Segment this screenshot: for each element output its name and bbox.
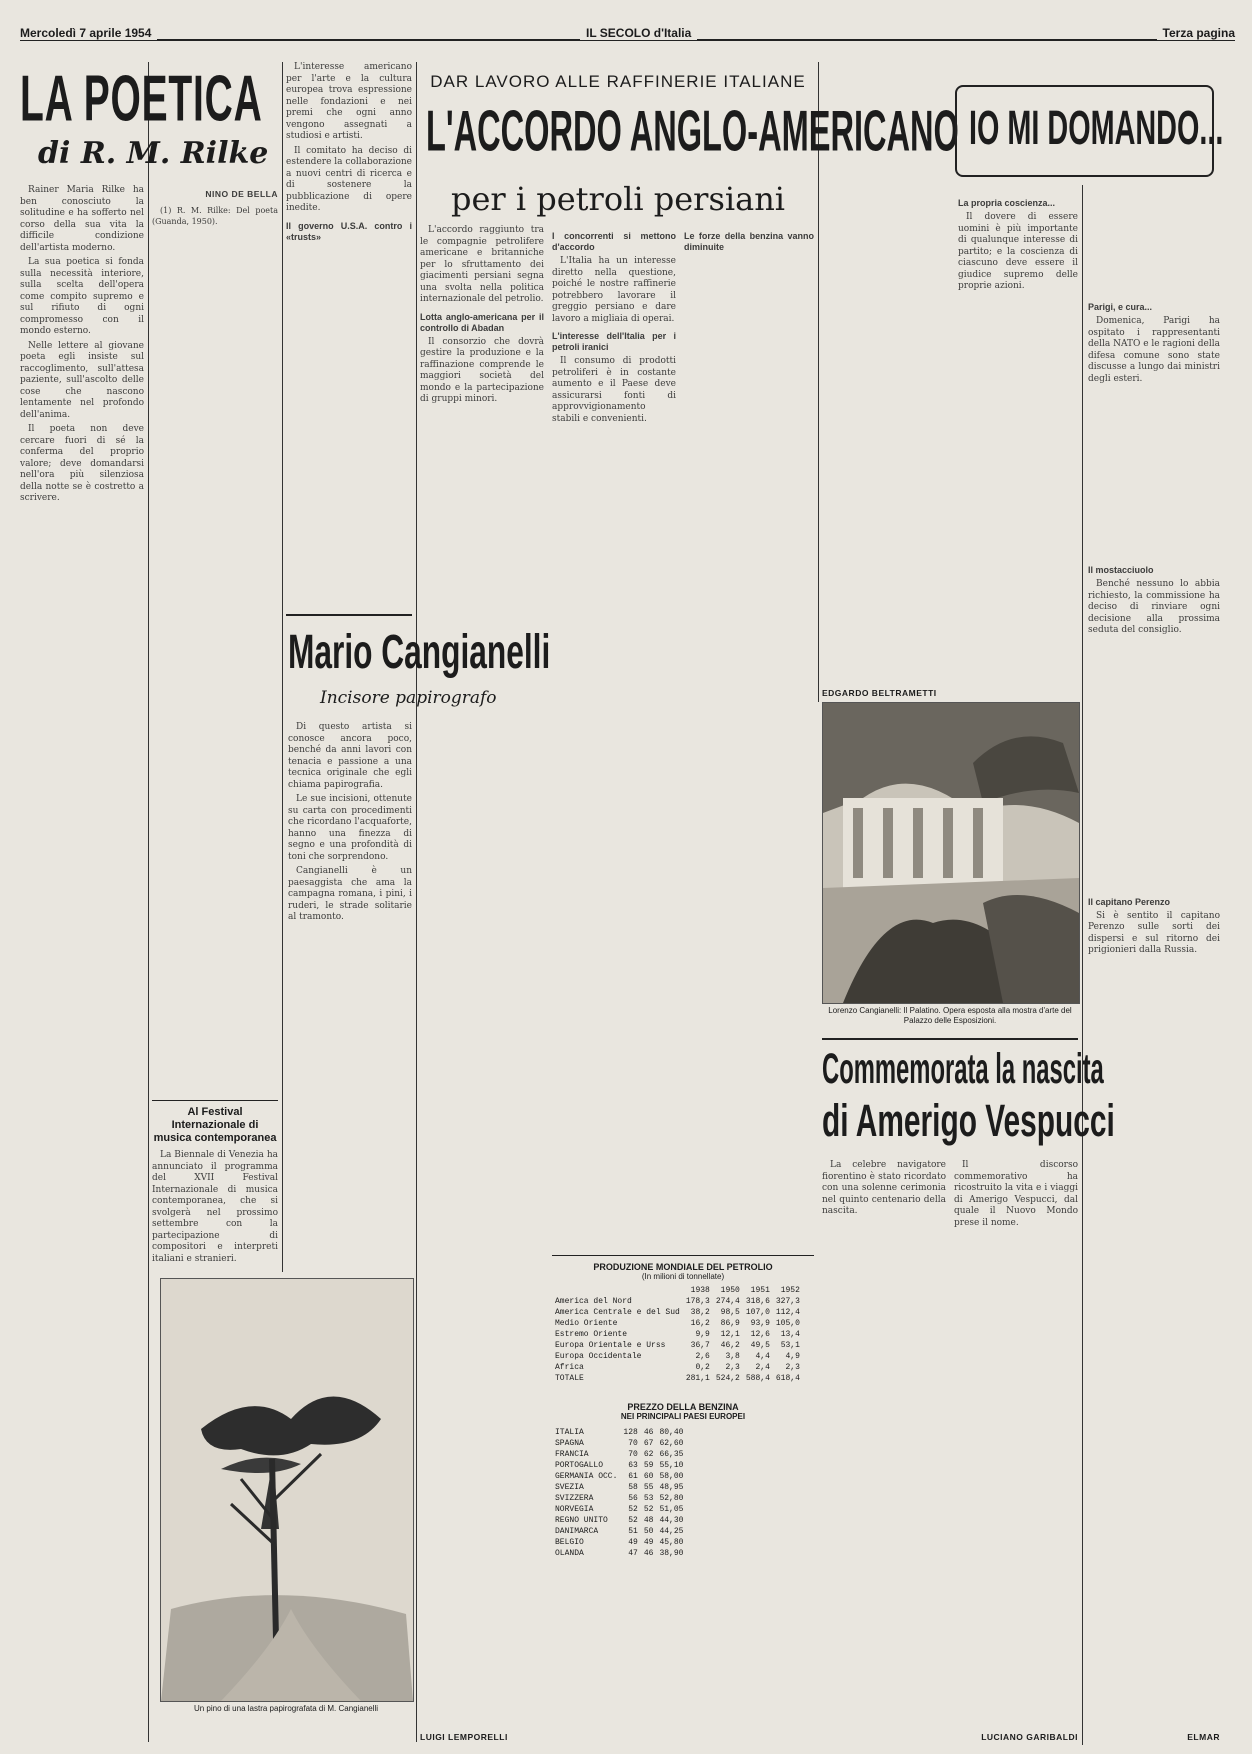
table-cell: GERMANIA OCC.: [555, 1472, 618, 1481]
table-cell: 55,10: [659, 1461, 684, 1470]
year-header: 1938: [690, 1286, 710, 1295]
year-header: 1952: [780, 1286, 800, 1295]
domando-heading: La propria coscienza...: [958, 198, 1056, 208]
table-cell: 49: [628, 1538, 638, 1547]
price-table: [552, 1427, 686, 1559]
table-cell: Europa Occidentale: [555, 1352, 642, 1361]
table-cell: 48: [643, 1516, 654, 1525]
rilke-paragraph: La sua poetica si fonda sulla necessità interiore, sulla scelta dell'opera come compito supremo e sul rifiuto di ogni compromesso con il mondo esterno.: [20, 257, 144, 336]
table-total-row: [552, 1373, 803, 1384]
table-cell: 318,6: [745, 1297, 770, 1306]
production-table-body: [552, 1296, 803, 1373]
table-cell: 50: [643, 1527, 654, 1536]
vespucci-paragraph: Il discorso commemorativo ha ricostruito la vita e i viaggi di Amerigo Vespucci, dal quale il Nuovo Mondo prese il nome.: [954, 1160, 1078, 1228]
vespucci-headline: [822, 1044, 1115, 1154]
palatine-illustration: [823, 703, 1079, 1003]
cangianelli-paragraph: Cangianelli è un paesaggista che ama la campagna romana, i pini, i ruderi, le strade solitarie al tramonto.: [288, 866, 412, 922]
domando-heading: Il mostacciuolo: [1088, 565, 1154, 575]
table-cell: 63: [628, 1461, 638, 1470]
table-cell: 70: [628, 1450, 638, 1459]
table-row: [552, 1482, 686, 1493]
dollars-paragraph: Il comitato ha deciso di estendere la collaborazione a nuovi centri di ricerca e di sostenere la pubblicazione di opere inedite.: [286, 145, 412, 213]
table-cell: 62,60: [659, 1439, 684, 1448]
table-cell: America del Nord: [555, 1297, 632, 1306]
table-row: [552, 1340, 803, 1351]
table-cell: OLANDA: [555, 1549, 584, 1558]
table-cell: 327,3: [775, 1297, 800, 1306]
table-cell: 588,4: [745, 1374, 770, 1383]
table-row: [552, 1438, 686, 1449]
rilke-headline: [20, 62, 278, 177]
price-table-body: [552, 1427, 686, 1559]
table-cell: 60: [643, 1472, 654, 1481]
table-cell: 52: [628, 1516, 638, 1525]
table-cell: 52: [628, 1505, 638, 1514]
table-cell: 2,4: [755, 1363, 770, 1372]
table-cell: DANIMARCA: [555, 1527, 599, 1536]
palatine-caption: Lorenzo Cangianelli: Il Palatino. Opera esposta alla mostra d'arte del Palazzo delle Esposizioni.: [828, 1006, 1072, 1025]
oil-kicker: DAR LAVORO ALLE RAFFINERIE ITALIANE: [430, 72, 806, 91]
table-row: [552, 1526, 686, 1537]
year-header: 1950: [720, 1286, 740, 1295]
table-cell: 80,40: [659, 1428, 684, 1437]
table-cell: 51,05: [659, 1505, 684, 1514]
table-row: [552, 1471, 686, 1482]
table-cell: Europa Orientale e Urss: [555, 1341, 666, 1350]
table-cell: 524,2: [715, 1374, 740, 1383]
table-cell: 67: [643, 1439, 654, 1448]
table-cell: ITALIA: [555, 1428, 584, 1437]
table-cell: 62: [643, 1450, 654, 1459]
table-cell: 58,00: [659, 1472, 684, 1481]
table-cell: 47: [628, 1549, 638, 1558]
domando-paragraph: Domenica, Parigi ha ospitato i rappresentanti della NATO e le ragioni della difesa comune sono state discusse a lungo dai ministri degli esteri.: [1088, 316, 1220, 384]
table-cell: 49,5: [750, 1341, 770, 1350]
table-cell: 46: [643, 1549, 654, 1558]
domando-column-2: [1088, 192, 1220, 1717]
cangianelli-paragraph: Le sue incisioni, ottenute su carta con procedimenti che ricordano l'acquaforte, hanno una finezza di segno e una profondità di toni che sorprendono.: [288, 794, 412, 862]
table-cell: 38,2: [690, 1308, 710, 1317]
table-row: [552, 1329, 803, 1340]
oil-author: EDGARDO BELTRAMETTI: [822, 688, 937, 698]
festival-article: [152, 1106, 278, 1264]
table-row: [552, 1296, 803, 1307]
table-cell: 0,2: [695, 1363, 710, 1372]
cangianelli-paragraph: Di questo artista si conosce ancora poco, benché da anni lavori con tenacia e passione a una tecnica originale che egli chiama papirografia.: [288, 722, 412, 790]
oil-subheading: Lotta anglo-americana per il controllo di Abadan: [420, 311, 544, 333]
oil-title-wrap: [426, 100, 959, 164]
table-cell: 70: [628, 1439, 638, 1448]
table-cell: 16,2: [690, 1319, 710, 1328]
table-cell: 51: [628, 1527, 638, 1536]
domando-heading: Parigi, e cura...: [1088, 302, 1153, 312]
table-row: [552, 1504, 686, 1515]
vespucci-column-1: [822, 1160, 946, 1720]
table-cell: REGNO UNITO: [555, 1516, 608, 1525]
oil-paragraph: Il consumo di prodotti petroliferi è in costante aumento e il Paese deve assicurarsi fonti di approvvigionamento stabili e convenienti.: [552, 356, 676, 424]
domando-box: [955, 85, 1224, 177]
tree-print-caption: Un pino di una lastra papirografata di M. Cangianelli: [193, 1704, 379, 1713]
dollars-article: [286, 62, 412, 612]
table-cell: Medio Oriente: [555, 1319, 618, 1328]
cangianelli-author: LUIGI LEMPORELLI: [420, 1732, 508, 1742]
table-cell: 53: [643, 1494, 654, 1503]
table-row: [552, 1318, 803, 1329]
column-rule: [1082, 185, 1083, 1745]
oil-column-4: [822, 62, 950, 682]
rilke-subtitle: di R. M. Rilke: [38, 136, 269, 171]
divider: [152, 1100, 278, 1101]
vespucci-title-line2: di Amerigo Vespucci: [822, 1094, 1115, 1146]
palatine-photo: [822, 702, 1080, 1004]
domando-paragraph: Si è sentito il capitano Perenzo sulle sorti dei dispersi e sul ritorno dei prigionieri dalla Russia.: [1088, 910, 1220, 955]
oil-paragraph: L'Italia ha un interesse diretto nella questione, poiché le nostre raffinerie potrebbero lavorare il greggio persiano e dare lavoro a migliaia di operai.: [552, 256, 676, 324]
table-cell: 44,25: [659, 1527, 684, 1536]
table-cell: 178,3: [685, 1297, 710, 1306]
oil-paragraph: L'accordo raggiunto tra le compagnie petrolifere americane e britanniche per lo sfruttamento dei giacimenti persiani segna una svolta nella politica internazionale del petrolio.: [420, 225, 544, 304]
cangianelli-title: Mario Cangianelli: [288, 625, 551, 679]
oil-subheading: Le forze della benzina vanno diminuite: [684, 231, 814, 252]
rilke-note: (1) R. M. Rilke: Del poeta (Guanda, 1950).: [152, 205, 278, 226]
table-row: [552, 1427, 686, 1438]
domando-column-1: [958, 192, 1078, 692]
table-cell: 9,9: [695, 1330, 710, 1339]
table-cell: BELGIO: [555, 1538, 584, 1547]
table-cell: 3,8: [725, 1352, 740, 1361]
festival-paragraph: La Biennale di Venezia ha annunciato il programma del XVII Festival Internazionale di musica contemporanea, che si svolgerà nel prossimo settembre con la partecipazione di compositori e interpreti italiani e stranieri.: [152, 1150, 278, 1264]
table-row: [552, 1515, 686, 1526]
table-cell: 52: [643, 1505, 654, 1514]
table-cell: 58: [628, 1483, 638, 1492]
table-cell: TOTALE: [555, 1374, 584, 1383]
column-rule: [416, 62, 417, 1742]
price-table-title: PREZZO DELLA BENZINA: [627, 1402, 739, 1412]
table-cell: 2,3: [785, 1363, 800, 1372]
oil-column-2: [552, 225, 676, 1245]
table-cell: 274,4: [715, 1297, 740, 1306]
table-cell: 66,35: [659, 1450, 684, 1459]
oil-headline: [420, 62, 959, 232]
header-page-label: Terza pagina: [1157, 26, 1235, 40]
table-cell: SPAGNA: [555, 1439, 584, 1448]
column-rule: [148, 62, 149, 1742]
table-cell: 93,9: [750, 1319, 770, 1328]
table-cell: 52,80: [659, 1494, 684, 1503]
table-cell: SVIZZERA: [555, 1494, 594, 1503]
price-table-subtitle: NEI PRINCIPALI PAESI EUROPEI: [620, 1412, 746, 1421]
table-cell: 45,80: [659, 1538, 684, 1547]
table-cell: 4,9: [785, 1352, 800, 1361]
table-row: [552, 1307, 803, 1318]
table-row: [552, 1460, 686, 1471]
domando-paragraph: Benché nessuno lo abbia richiesto, la commissione ha deciso di rinviare ogni decisione alla prossima seduta del consiglio.: [1088, 579, 1220, 635]
table-cell: 12,6: [750, 1330, 770, 1339]
rilke-paragraph: Nelle lettere al giovane poeta egli insiste sul raccoglimento, sull'attesa paziente, sull'ascolto delle cose che nascono lentamente nel profondo dell'anima.: [20, 340, 144, 420]
oil-title: L'ACCORDO ANGLO-AMERICANO: [426, 100, 959, 164]
festival-title: Al Festival Internazionale di musica contemporanea: [153, 1106, 277, 1144]
table-row: [552, 1548, 686, 1559]
header-masthead: IL SECOLO d'Italia: [580, 26, 697, 40]
table-cell: SVEZIA: [555, 1483, 584, 1492]
table-cell: 98,5: [720, 1308, 740, 1317]
rilke-paragraph: Il poeta non deve cercare fuori di sé la conferma del proprio valore; deve domandarsi nell'ora più silenziosa della notte se è costretto a scrivere.: [20, 424, 144, 503]
cangianelli-subtitle: Incisore papirografo: [320, 688, 497, 708]
table-row: [552, 1362, 803, 1373]
table-cell: 38,90: [659, 1549, 684, 1558]
table-cell: 13,4: [780, 1330, 800, 1339]
divider: [286, 614, 412, 616]
tree-illustration: [161, 1279, 413, 1701]
table-row: [552, 1493, 686, 1504]
rilke-column-1: [20, 185, 144, 1740]
table-cell: 48,95: [659, 1483, 684, 1492]
table-header-row: [552, 1285, 803, 1296]
table-cell: 61: [628, 1472, 638, 1481]
page-header: [20, 22, 1235, 54]
domando-paragraph: Il dovere di essere uomini è più importante di qualunque interesse di partito; e la coscienza di ciascuno deve essere il giudice supremo delle proprie azioni.: [958, 212, 1078, 291]
table-cell: 36,7: [690, 1341, 710, 1350]
table-cell: 44,30: [659, 1516, 684, 1525]
table-cell: Estremo Oriente: [555, 1330, 628, 1339]
table-row: [552, 1351, 803, 1362]
tree-print-image: [160, 1278, 414, 1702]
table-cell: Africa: [555, 1363, 584, 1372]
cangianelli-column-1: [288, 722, 412, 1252]
table-cell: 4,4: [755, 1352, 770, 1361]
table-cell: 2,3: [725, 1363, 740, 1372]
column-rule: [282, 62, 283, 1272]
divider: [552, 1255, 814, 1256]
table-cell: 49: [643, 1538, 654, 1547]
oil-subheading: L'interesse dell'Italia per i petroli iranici: [552, 331, 676, 352]
oil-subtitle: per i petroli persiani: [450, 180, 786, 218]
dollars-subheading: Il governo U.S.A. contro i «trusts»: [286, 220, 412, 242]
rilke-title: LA POETICA: [20, 62, 263, 135]
table-cell: 53,1: [780, 1341, 800, 1350]
oil-paragraph: Il consorzio che dovrà gestire la produzione e la raffinazione comprende le maggiori società del mondo e la partecipazione di gruppi minori.: [420, 336, 544, 404]
header-date: Mercoledì 7 aprile 1954: [20, 26, 157, 40]
table-cell: 618,4: [775, 1374, 800, 1383]
domando-heading: Il capitano Perenzo: [1088, 896, 1171, 907]
rilke-paragraph: Rainer Maria Rilke ha ben conosciuto la solitudine e ha sofferto nel corso della sua vita la difficile condizione dell'artista moderno.: [20, 185, 144, 253]
table-cell: PORTOGALLO: [555, 1461, 604, 1470]
table-cell: 56: [628, 1494, 638, 1503]
vespucci-column-2: [954, 1160, 1078, 1720]
production-table: [552, 1285, 803, 1384]
oil-subheading: I concorrenti si mettono d'accordo: [552, 231, 676, 252]
table-cell: 59: [643, 1461, 654, 1470]
table-cell: 281,1: [685, 1374, 710, 1383]
table-row: [552, 1449, 686, 1460]
table-cell: 105,0: [775, 1319, 800, 1328]
divider: [822, 1038, 1078, 1040]
vespucci-title-line1: Commemorata la nascita: [822, 1045, 1104, 1093]
domando-author: ELMAR: [1187, 1732, 1220, 1742]
rilke-column-2: [152, 185, 278, 1235]
vespucci-author: LUCIANO GARIBALDI: [981, 1732, 1078, 1742]
table-cell: 86,9: [720, 1319, 740, 1328]
table-cell: 112,4: [775, 1308, 800, 1317]
table-cell: 12,1: [720, 1330, 740, 1339]
table-cell: 128: [623, 1428, 638, 1437]
domando-title: IO MI DOMANDO...: [969, 99, 1224, 155]
year-header: 1951: [750, 1286, 770, 1295]
vespucci-paragraph: La celebre navigatore fiorentino è stato ricordato con una solenne cerimonia nel quinto centenario della nascita.: [822, 1160, 946, 1216]
production-table-title: PRODUZIONE MONDIALE DEL PETROLIO: [593, 1262, 773, 1272]
oil-tables: [552, 1262, 814, 1742]
rilke-author: NINO DE BELLA: [205, 189, 278, 199]
table-row: [552, 1537, 686, 1548]
table-cell: NORVEGIA: [555, 1505, 594, 1514]
dollars-paragraph: L'interesse americano per l'arte e la cultura europea trova espressione nelle fondazioni e nei premi che ogni anno vengono assegnati a studiosi e artisti.: [286, 62, 412, 141]
table-cell: America Centrale e del Sud: [555, 1308, 680, 1317]
production-table-unit: (In milioni di tonnellate): [641, 1272, 725, 1281]
table-cell: FRANCIA: [555, 1450, 589, 1459]
table-cell: 2,6: [695, 1352, 710, 1361]
table-cell: 46: [643, 1428, 654, 1437]
table-cell: 55: [643, 1483, 654, 1492]
oil-column-1: [420, 225, 544, 1245]
table-cell: 107,0: [745, 1308, 770, 1317]
oil-column-3: [684, 225, 814, 1245]
table-cell: 46,2: [720, 1341, 740, 1350]
